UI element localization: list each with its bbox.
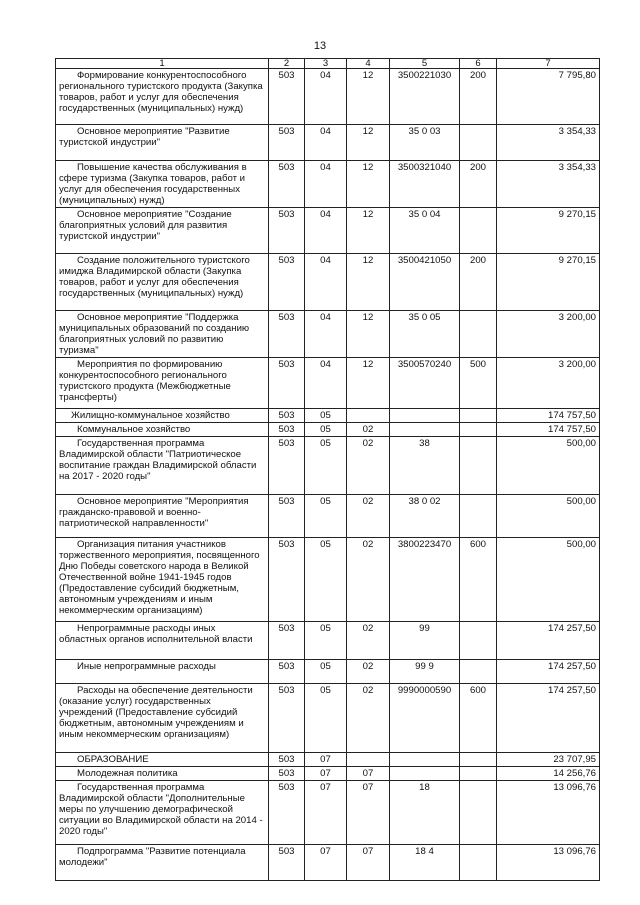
table-header-row bbox=[56, 59, 600, 69]
cell-c3: 04 bbox=[305, 161, 347, 208]
cell-c4: 12 bbox=[347, 125, 390, 161]
cell-c7: 174 757,50 bbox=[497, 409, 600, 423]
cell-c2: 503 bbox=[269, 125, 305, 161]
cell-c4: 07 bbox=[347, 767, 390, 781]
cell-c2: 503 bbox=[269, 358, 305, 409]
cell-c4: 12 bbox=[347, 358, 390, 409]
cell-c7: 14 256,76 bbox=[497, 767, 600, 781]
row-name: ОБРАЗОВАНИЕ bbox=[56, 753, 269, 767]
header-cell: 1 bbox=[56, 59, 269, 69]
cell-c3: 04 bbox=[305, 358, 347, 409]
header-cell: 4 bbox=[347, 59, 390, 69]
cell-c3: 05 bbox=[305, 409, 347, 423]
table-row bbox=[56, 767, 600, 781]
table-row bbox=[56, 753, 600, 767]
cell-c5: 3500570240 bbox=[390, 358, 460, 409]
cell-c6 bbox=[460, 845, 497, 881]
header-cell: 5 bbox=[390, 59, 460, 69]
header-cell: 2 bbox=[269, 59, 305, 69]
row-name: Мероприятия по формированию конкурентоспособного регионального туристского продукта (Межбюджетные трансферты) bbox=[56, 358, 269, 409]
cell-c5: 35 0 05 bbox=[390, 311, 460, 358]
row-name: Основное мероприятие "Развитие туристской индустрии" bbox=[56, 125, 269, 161]
cell-c5: 3500421050 bbox=[390, 254, 460, 311]
cell-c2: 503 bbox=[269, 660, 305, 684]
cell-c4: 12 bbox=[347, 254, 390, 311]
table-row bbox=[56, 622, 600, 660]
cell-c6 bbox=[460, 208, 497, 254]
row-name: Основное мероприятие "Поддержка муниципальных образований по созданию благоприятных условий по развитию туризма" bbox=[56, 311, 269, 358]
cell-c4: 12 bbox=[347, 69, 390, 125]
cell-c7: 23 707,95 bbox=[497, 753, 600, 767]
cell-c2: 503 bbox=[269, 622, 305, 660]
cell-c4: 02 bbox=[347, 437, 390, 495]
cell-c7: 500,00 bbox=[497, 437, 600, 495]
cell-c5: 18 4 bbox=[390, 845, 460, 881]
cell-c3: 04 bbox=[305, 254, 347, 311]
table-row bbox=[56, 311, 600, 358]
cell-c2: 503 bbox=[269, 753, 305, 767]
cell-c7: 3 200,00 bbox=[497, 358, 600, 409]
cell-c2: 503 bbox=[269, 538, 305, 622]
row-name: Создание положительного туристского имиджа Владимирской области (Закупка товаров, работ и услуг для обеспечения государственных (муниципальных) нужд) bbox=[56, 254, 269, 311]
cell-c4 bbox=[347, 409, 390, 423]
row-name: Иные непрограммные расходы bbox=[56, 660, 269, 684]
cell-c6: 200 bbox=[460, 161, 497, 208]
cell-c6 bbox=[460, 660, 497, 684]
table-row bbox=[56, 409, 600, 423]
cell-c4: 02 bbox=[347, 495, 390, 538]
row-name: Молодежная политика bbox=[56, 767, 269, 781]
row-name: Формирование конкурентоспособного регионального туристского продукта (Закупка товаров, работ и услуг для обеспечения государственных (муниципальных) нужд) bbox=[56, 69, 269, 125]
cell-c7: 9 270,15 bbox=[497, 254, 600, 311]
cell-c7: 500,00 bbox=[497, 495, 600, 538]
cell-c5: 3500321040 bbox=[390, 161, 460, 208]
cell-c4: 12 bbox=[347, 311, 390, 358]
cell-c4: 12 bbox=[347, 208, 390, 254]
cell-c7: 174 257,50 bbox=[497, 622, 600, 660]
cell-c4: 12 bbox=[347, 161, 390, 208]
cell-c3: 04 bbox=[305, 69, 347, 125]
cell-c4: 02 bbox=[347, 660, 390, 684]
cell-c6: 600 bbox=[460, 538, 497, 622]
cell-c3: 04 bbox=[305, 208, 347, 254]
cell-c4: 02 bbox=[347, 423, 390, 437]
cell-c7: 13 096,76 bbox=[497, 845, 600, 881]
row-name: Жилищно-коммунальное хозяйство bbox=[56, 409, 269, 423]
cell-c2: 503 bbox=[269, 208, 305, 254]
cell-c5: 38 bbox=[390, 437, 460, 495]
table-row bbox=[56, 358, 600, 409]
cell-c6 bbox=[460, 437, 497, 495]
cell-c7: 3 354,33 bbox=[497, 125, 600, 161]
table-row bbox=[56, 208, 600, 254]
table-row bbox=[56, 781, 600, 845]
cell-c3: 05 bbox=[305, 684, 347, 753]
cell-c3: 07 bbox=[305, 753, 347, 767]
cell-c5: 38 0 02 bbox=[390, 495, 460, 538]
cell-c7: 174 257,50 bbox=[497, 660, 600, 684]
table-row bbox=[56, 684, 600, 753]
cell-c5: 9990000590 bbox=[390, 684, 460, 753]
table-row bbox=[56, 125, 600, 161]
header-cell: 6 bbox=[460, 59, 497, 69]
cell-c2: 503 bbox=[269, 254, 305, 311]
cell-c2: 503 bbox=[269, 845, 305, 881]
cell-c2: 503 bbox=[269, 781, 305, 845]
cell-c3: 05 bbox=[305, 622, 347, 660]
cell-c4: 02 bbox=[347, 622, 390, 660]
cell-c7: 174 757,50 bbox=[497, 423, 600, 437]
cell-c4 bbox=[347, 753, 390, 767]
cell-c2: 503 bbox=[269, 495, 305, 538]
cell-c3: 05 bbox=[305, 660, 347, 684]
cell-c5: 99 9 bbox=[390, 660, 460, 684]
cell-c5 bbox=[390, 423, 460, 437]
header-cell: 3 bbox=[305, 59, 347, 69]
cell-c6 bbox=[460, 781, 497, 845]
cell-c4: 02 bbox=[347, 538, 390, 622]
cell-c6: 500 bbox=[460, 358, 497, 409]
cell-c3: 07 bbox=[305, 845, 347, 881]
cell-c6 bbox=[460, 767, 497, 781]
cell-c4: 07 bbox=[347, 845, 390, 881]
cell-c7: 3 354,33 bbox=[497, 161, 600, 208]
cell-c5: 18 bbox=[390, 781, 460, 845]
table-row bbox=[56, 161, 600, 208]
row-name: Основное мероприятие "Мероприятия гражданско-правовой и военно-патриотической направленности" bbox=[56, 495, 269, 538]
cell-c2: 503 bbox=[269, 423, 305, 437]
cell-c6 bbox=[460, 495, 497, 538]
cell-c2: 503 bbox=[269, 311, 305, 358]
cell-c5: 35 0 04 bbox=[390, 208, 460, 254]
cell-c6 bbox=[460, 423, 497, 437]
cell-c5: 99 bbox=[390, 622, 460, 660]
cell-c7: 9 270,15 bbox=[497, 208, 600, 254]
cell-c3: 07 bbox=[305, 781, 347, 845]
cell-c7: 500,00 bbox=[497, 538, 600, 622]
cell-c2: 503 bbox=[269, 684, 305, 753]
cell-c3: 07 bbox=[305, 767, 347, 781]
cell-c2: 503 bbox=[269, 437, 305, 495]
cell-c6 bbox=[460, 311, 497, 358]
cell-c4: 02 bbox=[347, 684, 390, 753]
cell-c5 bbox=[390, 767, 460, 781]
row-name: Государственная программа Владимирской области "Дополнительные меры по улучшению демографической ситуации во Владимирской области на 2014 - 2020 годы" bbox=[56, 781, 269, 845]
table-row bbox=[56, 437, 600, 495]
cell-c3: 05 bbox=[305, 437, 347, 495]
cell-c3: 04 bbox=[305, 125, 347, 161]
row-name: Основное мероприятие "Создание благоприятных условий для развития туристской индустрии" bbox=[56, 208, 269, 254]
cell-c5: 3500221030 bbox=[390, 69, 460, 125]
cell-c5: 35 0 03 bbox=[390, 125, 460, 161]
cell-c5: 3800223470 bbox=[390, 538, 460, 622]
row-name: Организация питания участников торжественного мероприятия, посвященного Дню Победы советского народа в Великой Отечественной войне 1941-1945 годов (Предоставление субсидий бюджетным, автономным учреждениям и иным некоммерческим организациям) bbox=[56, 538, 269, 622]
cell-c3: 05 bbox=[305, 495, 347, 538]
cell-c5 bbox=[390, 753, 460, 767]
page-number: 13 bbox=[313, 40, 327, 52]
cell-c3: 05 bbox=[305, 538, 347, 622]
cell-c4: 07 bbox=[347, 781, 390, 845]
cell-c7: 174 257,50 bbox=[497, 684, 600, 753]
cell-c2: 503 bbox=[269, 161, 305, 208]
cell-c2: 503 bbox=[269, 69, 305, 125]
cell-c6: 600 bbox=[460, 684, 497, 753]
table-row bbox=[56, 845, 600, 881]
cell-c7: 13 096,76 bbox=[497, 781, 600, 845]
cell-c3: 04 bbox=[305, 311, 347, 358]
table-row bbox=[56, 69, 600, 125]
cell-c5 bbox=[390, 409, 460, 423]
cell-c2: 503 bbox=[269, 767, 305, 781]
row-name: Непрограммные расходы иных областных органов исполнительной власти bbox=[56, 622, 269, 660]
table-row bbox=[56, 495, 600, 538]
table-row bbox=[56, 254, 600, 311]
table-row bbox=[56, 423, 600, 437]
table-row bbox=[56, 538, 600, 622]
row-name: Коммунальное хозяйство bbox=[56, 423, 269, 437]
cell-c6 bbox=[460, 409, 497, 423]
row-name: Подпрограмма "Развитие потенциала молодежи" bbox=[56, 845, 269, 881]
table-row bbox=[56, 660, 600, 684]
cell-c6: 200 bbox=[460, 69, 497, 125]
row-name: Расходы на обеспечение деятельности (оказание услуг) государственных учреждений (Предоставление субсидий бюджетным, автономным учреждениям и иным некоммерческим организациям) bbox=[56, 684, 269, 753]
cell-c6 bbox=[460, 125, 497, 161]
row-name: Повышение качества обслуживания в сфере туризма (Закупка товаров, работ и услуг для обеспечения государственных (муниципальных) нужд) bbox=[56, 161, 269, 208]
cell-c2: 503 bbox=[269, 409, 305, 423]
cell-c7: 3 200,00 bbox=[497, 311, 600, 358]
budget-table bbox=[55, 58, 600, 881]
header-cell: 7 bbox=[497, 59, 600, 69]
row-name: Государственная программа Владимирской области "Патриотическое воспитание граждан Владимирской области на 2017 - 2020 годы" bbox=[56, 437, 269, 495]
cell-c6 bbox=[460, 753, 497, 767]
cell-c6 bbox=[460, 622, 497, 660]
cell-c6: 200 bbox=[460, 254, 497, 311]
cell-c3: 05 bbox=[305, 423, 347, 437]
cell-c7: 7 795,80 bbox=[497, 69, 600, 125]
